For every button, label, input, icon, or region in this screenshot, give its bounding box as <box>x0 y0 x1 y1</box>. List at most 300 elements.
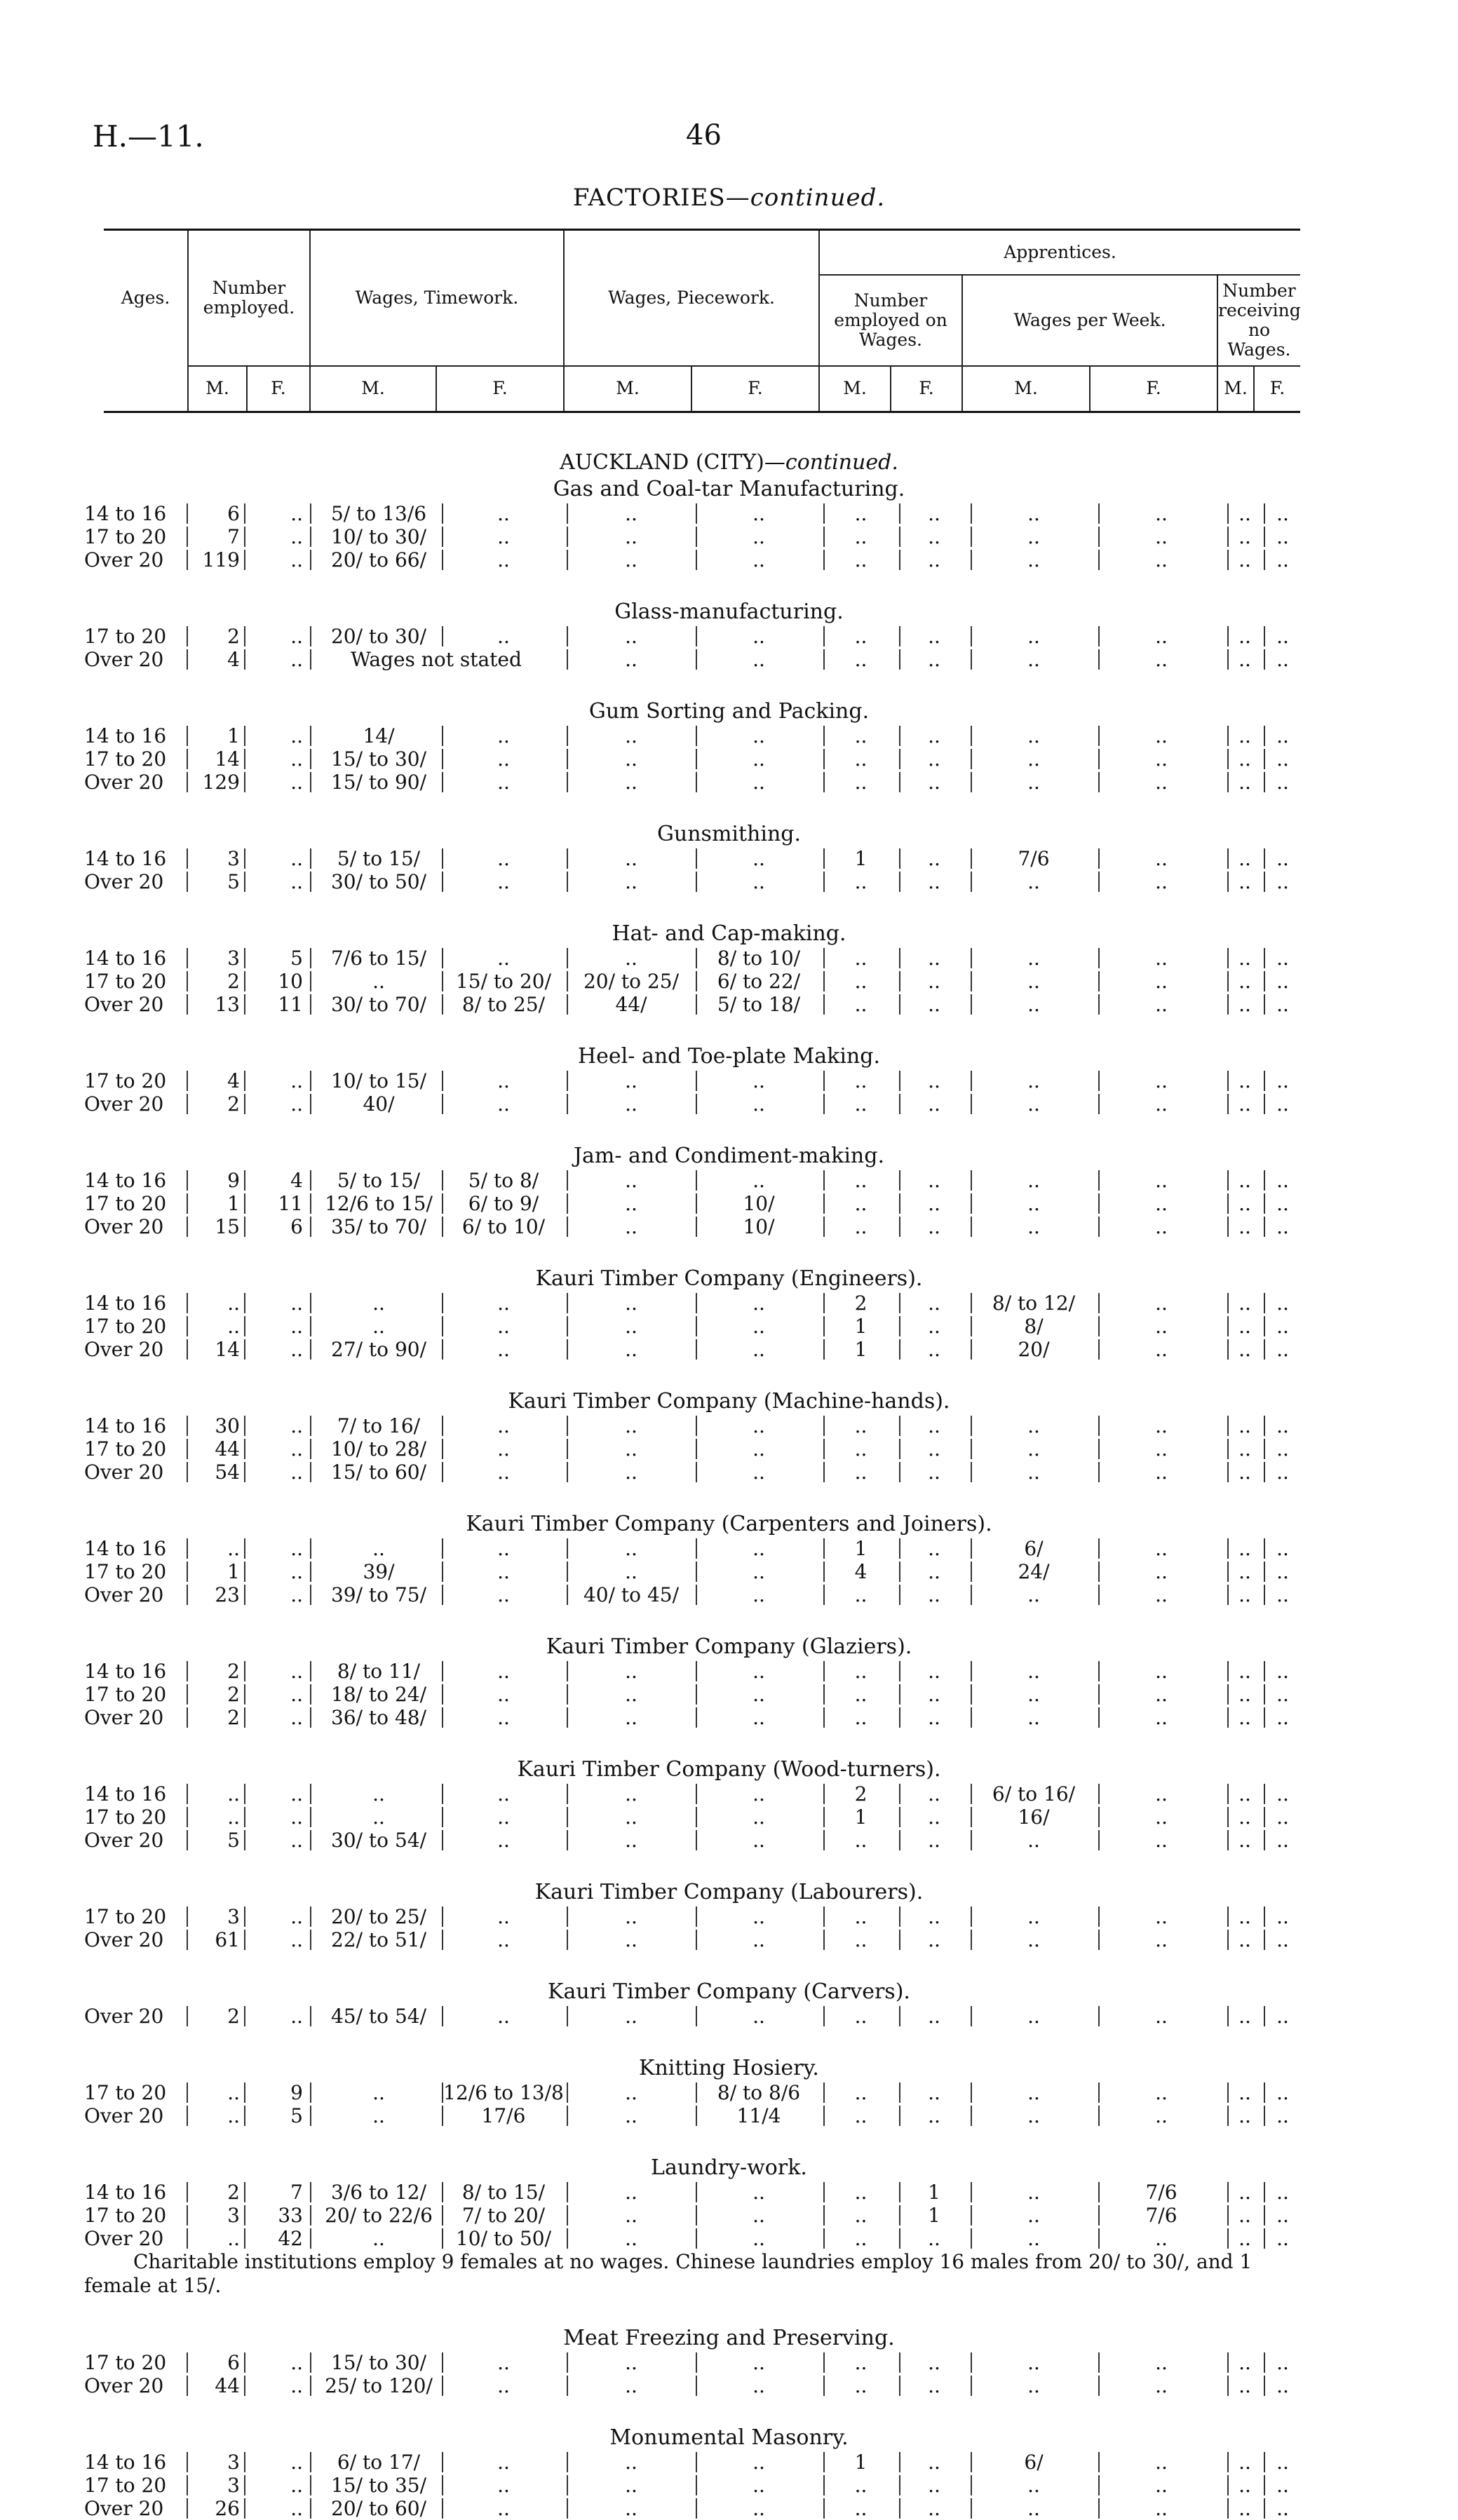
column-rule <box>442 1462 443 1482</box>
apprentice-wage-f-cell: .. <box>1155 1169 1168 1192</box>
timework-m-cell: 15/ to 30/ <box>330 747 427 771</box>
column-rule <box>310 1807 311 1827</box>
piecework-f-cell: .. <box>752 502 765 525</box>
column-rule <box>244 1170 245 1191</box>
column-rule <box>823 2006 825 2026</box>
employed-m-cell: 119 <box>202 548 240 571</box>
employed-m-cell: .. <box>227 2104 240 2127</box>
employed-f-cell: 9 <box>290 2081 303 2104</box>
apprentice-wage-f-cell: .. <box>1155 1829 1168 1852</box>
apprentice-employed-m-cell: .. <box>854 970 868 993</box>
timework-m-cell: 15/ to 60/ <box>330 1461 427 1484</box>
apprentice-employed-f-cell: .. <box>928 1782 940 1806</box>
column-rule <box>442 2498 443 2519</box>
column-rule <box>823 948 825 968</box>
timework-f-cell: .. <box>497 1092 510 1116</box>
apprentice-employed-m-cell: 1 <box>854 1315 868 1338</box>
piecework-m-cell: .. <box>625 1338 637 1361</box>
apprentice-wage-f-cell: .. <box>1155 2081 1168 2104</box>
column-rule <box>1227 971 1229 991</box>
employed-f-cell: .. <box>290 648 303 671</box>
column-rule <box>310 550 311 570</box>
column-rule <box>310 2228 311 2249</box>
column-rule <box>310 1293 311 1313</box>
apprentice-employed-m-cell: 2 <box>854 1292 868 1315</box>
column-rule <box>1098 1562 1100 1582</box>
column-rule <box>310 772 311 792</box>
employed-m-cell: 2 <box>227 1683 240 1706</box>
apprentice-wage-f-cell: .. <box>1155 2497 1168 2520</box>
employed-m-cell: 2 <box>227 1660 240 1683</box>
column-rule <box>1264 1293 1265 1313</box>
piecework-f-cell: 8/ to 8/6 <box>717 2081 801 2104</box>
piecework-m-cell: .. <box>625 1315 637 1338</box>
page-title-text: FACTORIES <box>572 184 726 212</box>
column-rule <box>1098 1416 1100 1436</box>
header-apprentices-no-wages: Number receiving no Wages. <box>1217 275 1300 366</box>
column-rule <box>244 550 245 570</box>
no-wages-m-cell: .. <box>1238 2351 1251 2374</box>
apprentice-wage-m-cell: .. <box>1027 1215 1040 1238</box>
column-rule <box>1264 1807 1265 1827</box>
apprentice-wage-f-cell: .. <box>1155 1706 1168 1729</box>
column-rule <box>696 550 697 570</box>
column-rule <box>971 1094 972 1114</box>
column-rule <box>567 1439 568 1459</box>
age-cell: 17 to 20 <box>84 1806 167 1829</box>
table-row <box>0 1215 1458 1238</box>
timework-f-cell: .. <box>497 1414 510 1437</box>
column-rule <box>244 1439 245 1459</box>
no-wages-f-cell: .. <box>1276 1782 1289 1806</box>
column-rule <box>696 1439 697 1459</box>
column-rule <box>187 1784 188 1804</box>
apprentice-employed-m-cell: .. <box>854 2181 868 2204</box>
employed-m-cell: 6 <box>227 502 240 525</box>
column-rule <box>971 1538 972 1559</box>
column-rule <box>899 2106 900 2126</box>
timework-m-cell: .. <box>372 1806 385 1829</box>
employed-m-cell: .. <box>227 1782 240 1806</box>
apprentice-employed-f-cell: .. <box>928 525 940 548</box>
timework-f-cell: .. <box>497 1338 510 1361</box>
column-rule <box>696 2352 697 2373</box>
employed-m-cell: .. <box>227 2081 240 2104</box>
employed-m-cell: .. <box>227 1806 240 1829</box>
piecework-f-cell: .. <box>752 548 765 571</box>
column-rule <box>1227 1416 1229 1436</box>
column-rule <box>696 2082 697 2103</box>
column-rule <box>442 2228 443 2249</box>
piecework-f-cell: .. <box>752 2181 765 2204</box>
header-apprentices-employed-on-wages: Number employed on Wages. <box>819 275 962 366</box>
piecework-m-cell: .. <box>625 1829 637 1852</box>
column-rule <box>696 948 697 968</box>
apprentice-employed-f-cell: .. <box>928 2104 940 2127</box>
apprentice-employed-f-cell: .. <box>928 2474 940 2497</box>
column-rule <box>187 772 188 792</box>
column-rule <box>1264 1538 1265 1559</box>
timework-m-cell: 36/ to 48/ <box>330 1706 427 1729</box>
column-rule <box>1098 772 1100 792</box>
column-rule <box>442 2182 443 2202</box>
apprentice-wage-f-cell: .. <box>1155 771 1168 794</box>
piecework-f-cell: 5/ to 18/ <box>717 993 801 1016</box>
no-wages-f-cell: .. <box>1276 1660 1289 1683</box>
column-rule <box>696 1830 697 1850</box>
apprentice-employed-f-cell: .. <box>928 2081 940 2104</box>
age-cell: Over 20 <box>84 2227 164 2250</box>
age-cell: Over 20 <box>84 1829 164 1852</box>
column-rule <box>1264 2228 1265 2249</box>
piecework-m-cell: .. <box>625 2104 637 2127</box>
apprentice-wage-m-cell: .. <box>1027 502 1040 525</box>
section-heading: Kauri Timber Company (Wood-turners). <box>517 1757 941 1782</box>
column-rule <box>567 1807 568 1827</box>
employed-f-cell: .. <box>290 1292 303 1315</box>
no-wages-m-cell: .. <box>1238 1292 1251 1315</box>
column-rule <box>187 1217 188 1237</box>
employed-f-cell: .. <box>290 1092 303 1116</box>
column-rule <box>899 1830 900 1850</box>
column-rule <box>310 2498 311 2519</box>
column-rule <box>971 1217 972 1237</box>
column-rule <box>696 1784 697 1804</box>
age-cell: Over 20 <box>84 1928 164 1951</box>
timework-m-cell: 10/ to 30/ <box>330 525 427 548</box>
no-wages-m-cell: .. <box>1238 2474 1251 2497</box>
column-rule <box>442 971 443 991</box>
column-rule <box>899 994 900 1015</box>
employed-m-cell: 129 <box>202 771 240 794</box>
piecework-f-cell: .. <box>752 2451 765 2474</box>
column-rule <box>696 1339 697 1360</box>
timework-m-cell: 39/ <box>363 1560 395 1583</box>
column-rule <box>310 1316 311 1336</box>
column-rule <box>823 2376 825 2396</box>
no-wages-m-cell: .. <box>1238 548 1251 571</box>
column-rule <box>971 649 972 670</box>
employed-m-cell: 14 <box>215 1338 240 1361</box>
table-row <box>0 2374 1458 2397</box>
timework-m-cell: 20/ to 66/ <box>330 548 427 571</box>
column-rule <box>567 2006 568 2026</box>
table-row <box>0 2104 1458 2127</box>
no-wages-m-cell: .. <box>1238 1169 1251 1192</box>
column-rule <box>187 848 188 869</box>
piecework-m-cell: .. <box>625 2374 637 2397</box>
no-wages-f-cell: .. <box>1276 2474 1289 2497</box>
column-rule <box>310 2376 311 2396</box>
column-rule <box>567 1930 568 1950</box>
column-rule <box>823 2452 825 2472</box>
no-wages-m-cell: .. <box>1238 625 1251 648</box>
timework-f-cell: .. <box>497 1537 510 1560</box>
timework-f-cell: 8/ to 25/ <box>461 993 546 1016</box>
piecework-f-cell: .. <box>752 1706 765 1729</box>
apprentice-wage-f-cell: .. <box>1155 870 1168 893</box>
no-wages-m-cell: .. <box>1238 1583 1251 1606</box>
timework-m-cell: 8/ to 11/ <box>337 1660 421 1683</box>
column-rule <box>823 1071 825 1091</box>
page-title-suffix: —continued. <box>725 184 886 212</box>
piecework-f-cell: .. <box>752 1414 765 1437</box>
table-row <box>0 771 1458 794</box>
column-rule <box>1264 772 1265 792</box>
timework-m-cell: 15/ to 30/ <box>330 2351 427 2374</box>
timework-m-cell: 15/ to 90/ <box>330 771 427 794</box>
timework-m-cell: 20/ to 22/6 <box>325 2204 433 2227</box>
timework-m-cell: 18/ to 24/ <box>330 1683 427 1706</box>
timework-f-cell: 10/ to 50/ <box>455 2227 552 2250</box>
column-rule <box>187 1930 188 1950</box>
column-rule <box>187 503 188 524</box>
column-rule <box>310 848 311 869</box>
piecework-f-cell: .. <box>752 2204 765 2227</box>
column-rule <box>1264 527 1265 547</box>
column-rule <box>244 872 245 892</box>
age-cell: 17 to 20 <box>84 1905 167 1928</box>
apprentice-wage-f-cell: .. <box>1155 1414 1168 1437</box>
apprentice-employed-m-cell: .. <box>854 1461 868 1484</box>
column-rule <box>823 1462 825 1482</box>
no-wages-f-cell: .. <box>1276 2104 1289 2127</box>
apprentice-wage-m-cell: .. <box>1027 870 1040 893</box>
apprentice-wage-m-cell: .. <box>1027 525 1040 548</box>
piecework-m-cell: .. <box>625 1806 637 1829</box>
apprentice-employed-m-cell: 2 <box>854 1782 868 1806</box>
column-rule <box>187 2082 188 2103</box>
column-rule <box>971 994 972 1015</box>
column-rule <box>310 2082 311 2103</box>
column-rule <box>310 1707 311 1728</box>
column-rule <box>187 2228 188 2249</box>
employed-m-cell: 2 <box>227 970 240 993</box>
no-wages-f-cell: .. <box>1276 1437 1289 1461</box>
column-rule <box>1098 1217 1100 1237</box>
section-heading: Kauri Timber Company (Labourers). <box>534 1880 924 1904</box>
column-rule <box>1264 2498 1265 2519</box>
column-rule <box>1098 872 1100 892</box>
timework-m-cell: .. <box>372 970 385 993</box>
column-rule <box>567 1906 568 1927</box>
column-rule <box>696 1562 697 1582</box>
piecework-m-cell: 40/ to 45/ <box>583 1583 680 1606</box>
employed-f-cell: 6 <box>290 1215 303 1238</box>
no-wages-m-cell: .. <box>1238 993 1251 1016</box>
column-rule <box>899 1684 900 1705</box>
column-rule <box>1227 2498 1229 2519</box>
column-rule <box>1098 1316 1100 1336</box>
table-row <box>0 1292 1458 1315</box>
no-wages-m-cell: .. <box>1238 1338 1251 1361</box>
column-rule <box>971 1416 972 1436</box>
timework-f-cell: .. <box>497 747 510 771</box>
header-apprentices-wages-per-week: Wages per Week. <box>962 275 1217 366</box>
piecework-f-cell: 8/ to 10/ <box>717 947 801 970</box>
column-rule <box>899 872 900 892</box>
apprentice-employed-f-cell: .. <box>928 548 940 571</box>
timework-m-cell: 40/ <box>363 1092 395 1116</box>
column-rule <box>899 848 900 869</box>
table-row <box>0 847 1458 870</box>
employed-f-cell: 5 <box>290 2104 303 2127</box>
column-rule <box>442 1170 443 1191</box>
column-rule <box>567 550 568 570</box>
column-rule <box>823 971 825 991</box>
column-rule <box>696 1930 697 1950</box>
column-rule <box>567 649 568 670</box>
apprentice-wage-m-cell: .. <box>1027 648 1040 671</box>
column-rule <box>567 1094 568 1114</box>
column-rule <box>1098 971 1100 991</box>
age-cell: Over 20 <box>84 771 164 794</box>
employed-m-cell: 2 <box>227 2181 240 2204</box>
column-rule <box>187 649 188 670</box>
apprentice-employed-m-cell: 1 <box>854 1806 868 1829</box>
column-rule <box>567 1170 568 1191</box>
employed-f-cell: .. <box>290 1069 303 1092</box>
no-wages-f-cell: .. <box>1276 2081 1289 2104</box>
apprentice-wage-m-cell: .. <box>1027 2474 1040 2497</box>
no-wages-m-cell: .. <box>1238 648 1251 671</box>
column-rule <box>1098 994 1100 1015</box>
table-row <box>0 993 1458 1016</box>
column-rule <box>442 994 443 1015</box>
no-wages-m-cell: .. <box>1238 2081 1251 2104</box>
column-rule <box>1227 527 1229 547</box>
age-cell: 14 to 16 <box>84 947 167 970</box>
age-cell: 17 to 20 <box>84 1560 167 1583</box>
column-rule <box>1264 2082 1265 2103</box>
column-rule <box>187 948 188 968</box>
apprentice-employed-f-cell: .. <box>928 1806 940 1829</box>
no-wages-m-cell: .. <box>1238 1215 1251 1238</box>
column-rule <box>696 2106 697 2126</box>
employed-f-cell: 5 <box>290 947 303 970</box>
apprentice-wage-f-cell: 7/6 <box>1145 2181 1177 2204</box>
no-wages-f-cell: .. <box>1276 870 1289 893</box>
column-rule <box>567 2498 568 2519</box>
apprentice-employed-m-cell: .. <box>854 525 868 548</box>
employed-f-cell: .. <box>290 525 303 548</box>
timework-f-cell: .. <box>497 625 510 648</box>
sections <box>0 477 1458 2520</box>
header-m: M. <box>310 366 436 412</box>
apprentice-wage-f-cell: .. <box>1155 1215 1168 1238</box>
table-row <box>0 1683 1458 1706</box>
piecework-m-cell: .. <box>625 2081 637 2104</box>
apprentice-employed-m-cell: .. <box>854 2104 868 2127</box>
column-rule <box>567 1707 568 1728</box>
no-wages-f-cell: .. <box>1276 1683 1289 1706</box>
column-rule <box>899 2082 900 2103</box>
column-rule <box>1227 1906 1229 1927</box>
page-title <box>0 184 1458 212</box>
column-rule <box>1227 1293 1229 1313</box>
column-rule <box>1098 649 1100 670</box>
piecework-f-cell: .. <box>752 1905 765 1928</box>
column-rule <box>971 1439 972 1459</box>
no-wages-f-cell: .. <box>1276 525 1289 548</box>
apprentice-employed-f-cell: .. <box>928 2497 940 2520</box>
no-wages-m-cell: .. <box>1238 1437 1251 1461</box>
header-number-employed: Number employed. <box>188 230 310 366</box>
timework-m-cell: .. <box>372 2081 385 2104</box>
apprentice-employed-f-cell: .. <box>928 2451 940 2474</box>
column-rule <box>244 2452 245 2472</box>
apprentice-wage-f-cell: .. <box>1155 1461 1168 1484</box>
column-rule <box>1264 2006 1265 2026</box>
employed-f-cell: .. <box>290 847 303 870</box>
column-rule <box>187 1439 188 1459</box>
column-rule <box>1098 2228 1100 2249</box>
column-rule <box>696 749 697 769</box>
column-rule <box>567 2082 568 2103</box>
column-rule <box>1227 1193 1229 1214</box>
no-wages-f-cell: .. <box>1276 1338 1289 1361</box>
apprentice-wage-m-cell: .. <box>1027 2204 1040 2227</box>
column-rule <box>696 726 697 746</box>
column-rule <box>696 1293 697 1313</box>
employed-m-cell: .. <box>227 1537 240 1560</box>
apprentice-employed-f-cell: .. <box>928 970 940 993</box>
employed-m-cell: 1 <box>227 1560 240 1583</box>
age-cell: Over 20 <box>84 648 164 671</box>
column-rule <box>442 503 443 524</box>
employed-m-cell: 2 <box>227 1092 240 1116</box>
column-rule <box>442 749 443 769</box>
piecework-f-cell: .. <box>752 2005 765 2028</box>
column-rule <box>1227 1562 1229 1582</box>
column-rule <box>971 1462 972 1482</box>
employed-m-cell: 15 <box>215 1215 240 1238</box>
table-row <box>0 648 1458 671</box>
piecework-m-cell: .. <box>625 1706 637 1729</box>
column-rule <box>244 1684 245 1705</box>
piecework-m-cell: .. <box>625 2227 637 2250</box>
column-rule <box>442 1830 443 1850</box>
column-rule <box>899 550 900 570</box>
no-wages-m-cell: .. <box>1238 1660 1251 1683</box>
no-wages-f-cell: .. <box>1276 1905 1289 1928</box>
column-rule <box>696 2376 697 2396</box>
no-wages-m-cell: .. <box>1238 2204 1251 2227</box>
column-rule <box>971 1316 972 1336</box>
piecework-m-cell: .. <box>625 2351 637 2374</box>
timework-m-cell: .. <box>372 1782 385 1806</box>
column-rule <box>567 527 568 547</box>
employed-f-cell: .. <box>290 771 303 794</box>
apprentice-wage-f-cell: .. <box>1155 1660 1168 1683</box>
column-rule <box>244 1930 245 1950</box>
table-row <box>0 1414 1458 1437</box>
column-rule <box>187 626 188 646</box>
no-wages-f-cell: .. <box>1276 648 1289 671</box>
apprentice-employed-m-cell: .. <box>854 771 868 794</box>
column-rule <box>442 626 443 646</box>
no-wages-f-cell: .. <box>1276 1806 1289 1829</box>
timework-f-cell: .. <box>497 1461 510 1484</box>
apprentice-employed-m-cell: .. <box>854 2005 868 2028</box>
timework-m-cell: .. <box>372 1292 385 1315</box>
piecework-m-cell: 44/ <box>615 993 647 1016</box>
header-m: M. <box>1217 366 1254 412</box>
column-rule <box>1098 2352 1100 2373</box>
column-rule <box>823 1170 825 1191</box>
column-rule <box>442 1193 443 1214</box>
employed-f-cell: .. <box>290 2005 303 2028</box>
